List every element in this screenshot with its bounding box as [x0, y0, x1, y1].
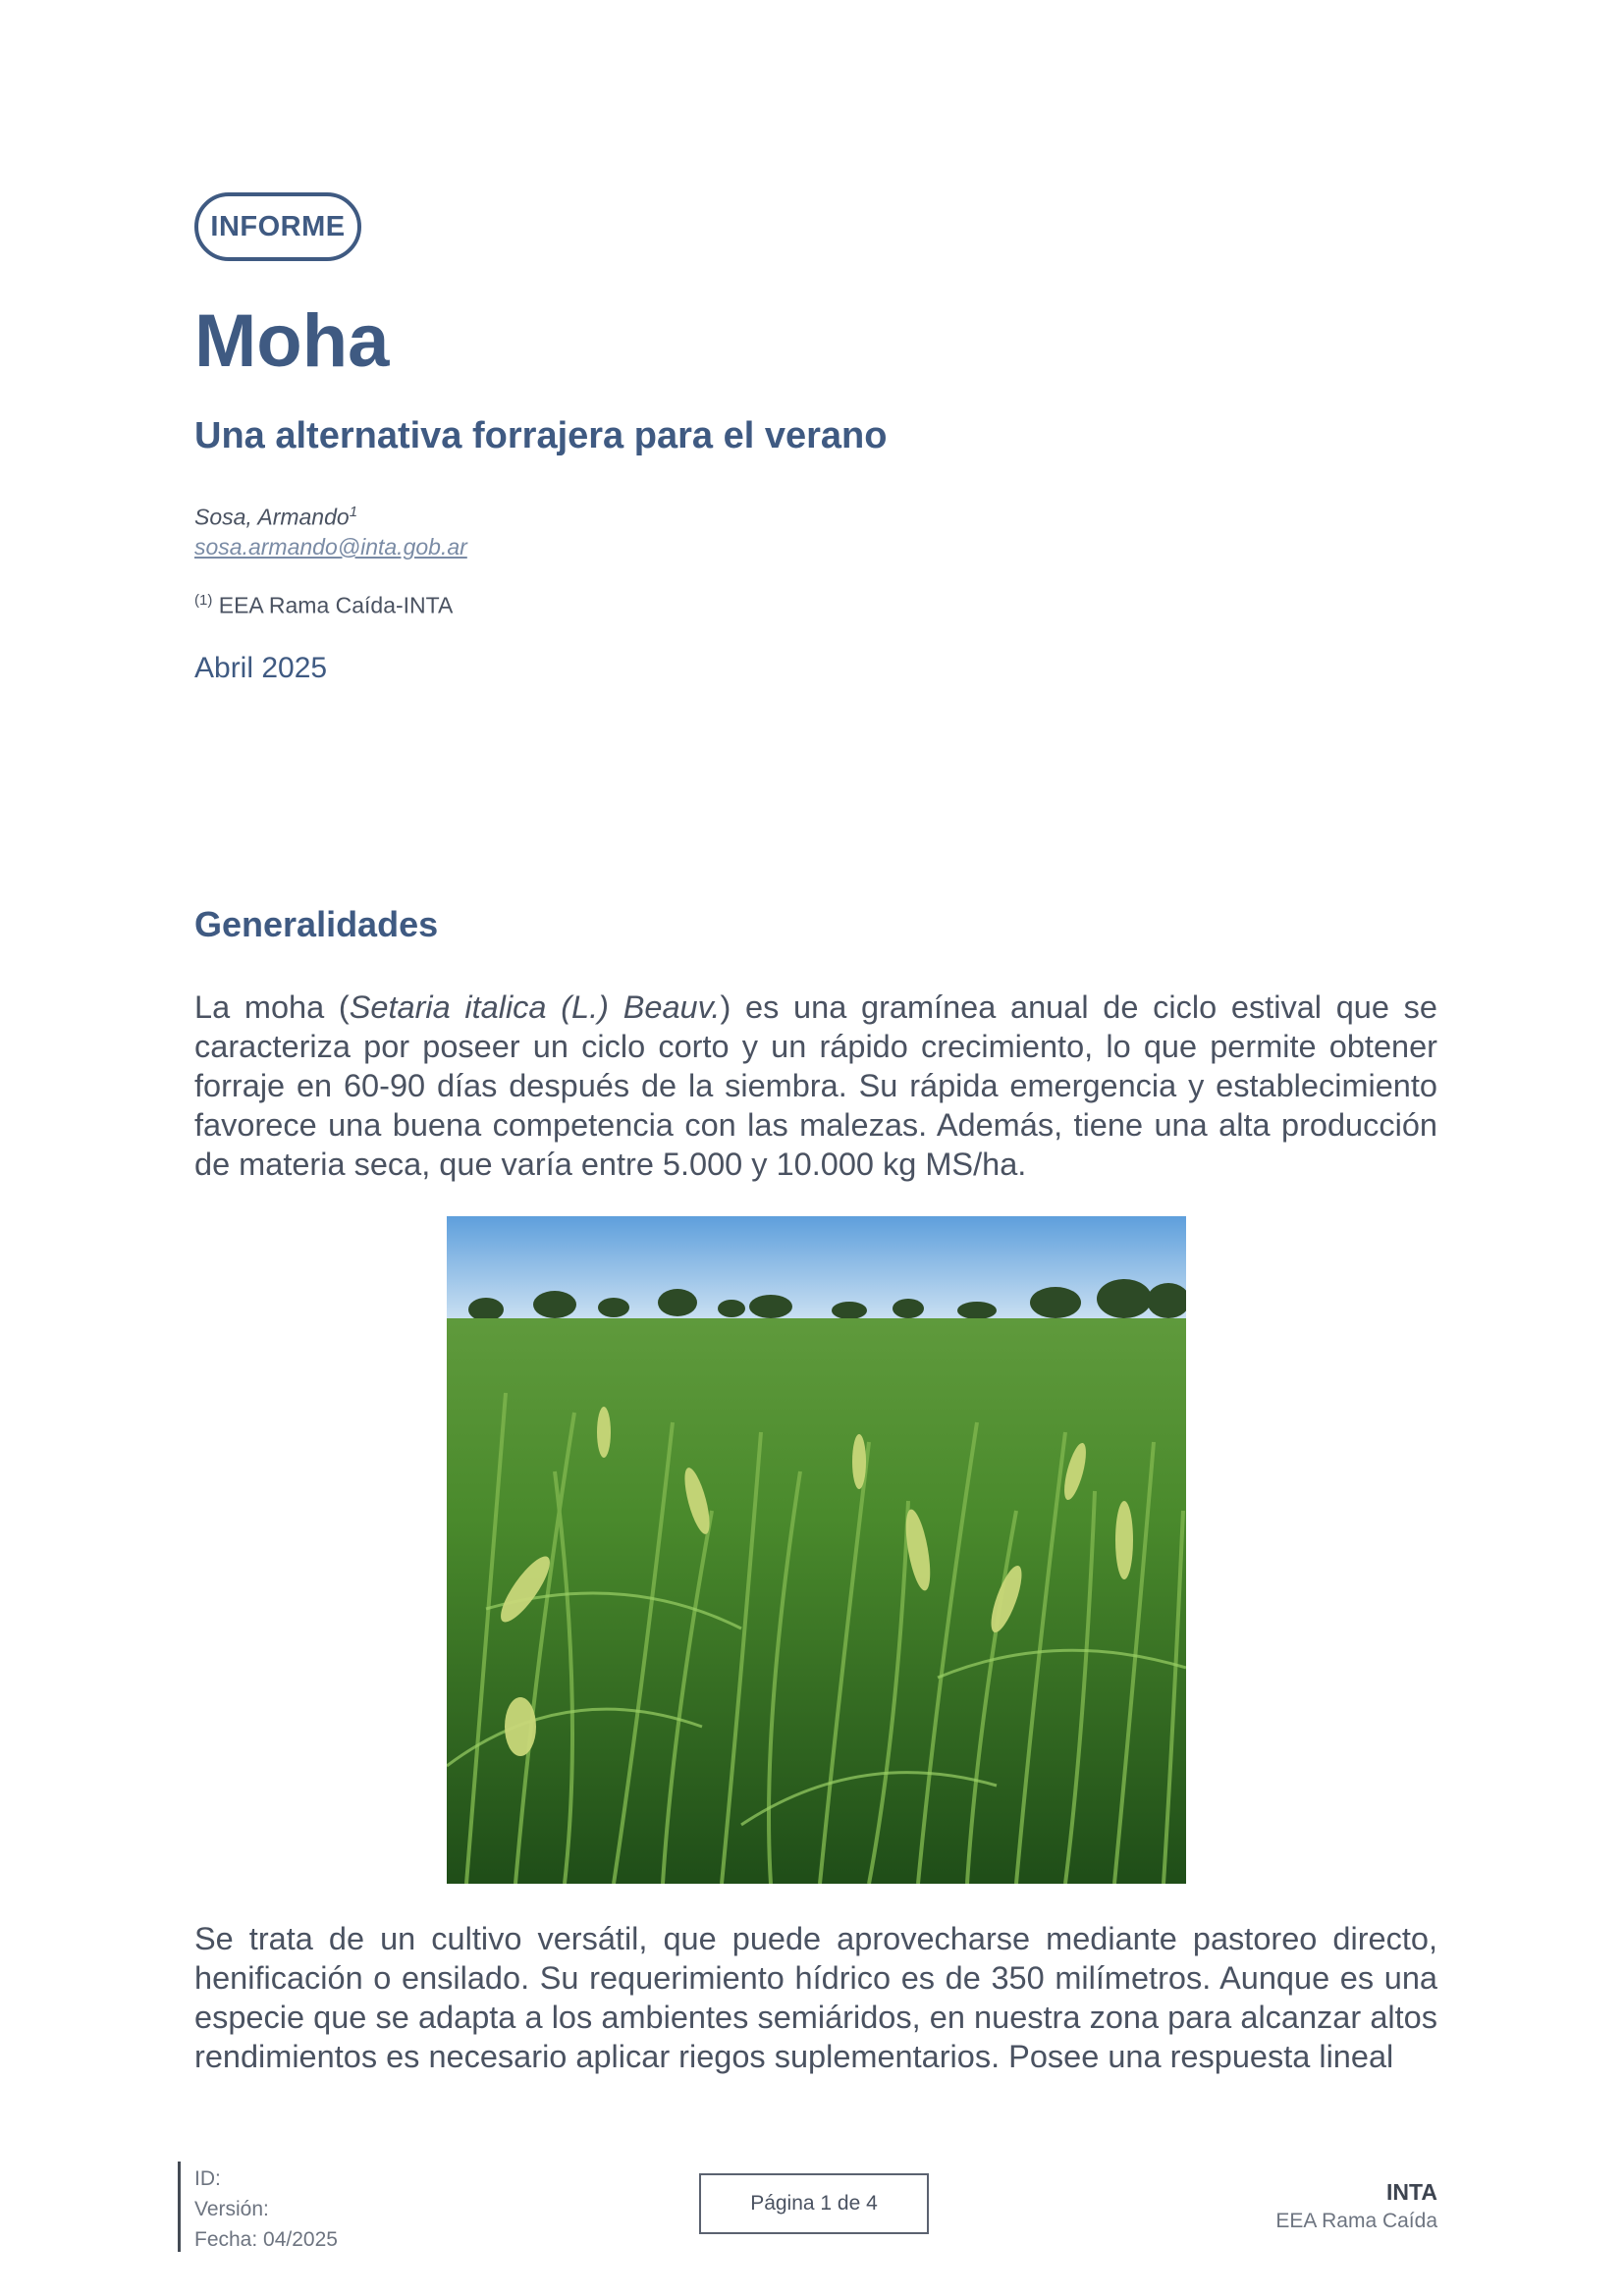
- footer-version: Versión:: [194, 2198, 269, 2220]
- author-line: [194, 504, 357, 531]
- report-type-badge: [194, 192, 361, 261]
- document-title: Moha: [194, 299, 390, 383]
- document-subtitle: Una alternativa forrajera para el verano: [194, 415, 888, 456]
- publication-date: Abril 2025: [194, 652, 328, 684]
- scientific-name: Setaria italica (L.) Beauv.: [349, 989, 721, 1025]
- affiliation-line: [194, 592, 453, 619]
- footer-date: Fecha: 04/2025: [194, 2228, 338, 2251]
- intro-text-start: La moha (: [194, 989, 350, 1025]
- station-name: EEA Rama Caída: [1275, 2210, 1437, 2232]
- paragraph-usage: Se trata de un cultivo versátil, que puede aprovecharse mediante pastoreo directo, henificación o ensilado. Su requerimiento hídrico es de 350 milímetros. Aunque es una especie que se adapta a los ambientes semiáridos, en nuestra zona para alcanzar altos rendimientos es necesario aplicar riegos suplementarios. Posee una respuesta lineal: [194, 1921, 1437, 2074]
- badge-label: INFORME: [210, 210, 346, 242]
- page-indicator: [699, 2173, 929, 2234]
- footer-id: ID:: [194, 2167, 221, 2190]
- page-number-label: Página 1 de 4: [750, 2192, 878, 2215]
- footer-divider: [178, 2162, 181, 2252]
- author-email-link[interactable]: sosa.armando@inta.gob.ar: [194, 534, 467, 560]
- author-name: Sosa, Armando: [194, 504, 350, 530]
- paragraph-intro: [194, 988, 1437, 1184]
- footer-metadata: [194, 2163, 338, 2255]
- moha-field-photo: [447, 1216, 1186, 1884]
- affiliation-name: EEA Rama Caída-INTA: [218, 592, 454, 618]
- intro-text-rest: ) es una gramínea anual de ciclo estival que se caracteriza por poseer un ciclo corto y un rápido crecimiento, lo que permite obtener forraje en 60-90 días después de la siembra. Su rápida emergencia y establecimiento favorece una buena competencia con las malezas. Además, tiene una alta producción de materia seca, que varía entre 5.000 y 10.000 kg MS/ha.: [194, 989, 1437, 1182]
- section-heading: Generalidades: [194, 904, 439, 944]
- author-superscript: 1: [349, 504, 358, 520]
- org-name: INTA: [1386, 2179, 1437, 2205]
- footer-organization: [1275, 2177, 1437, 2236]
- affiliation-superscript: (1): [194, 592, 213, 609]
